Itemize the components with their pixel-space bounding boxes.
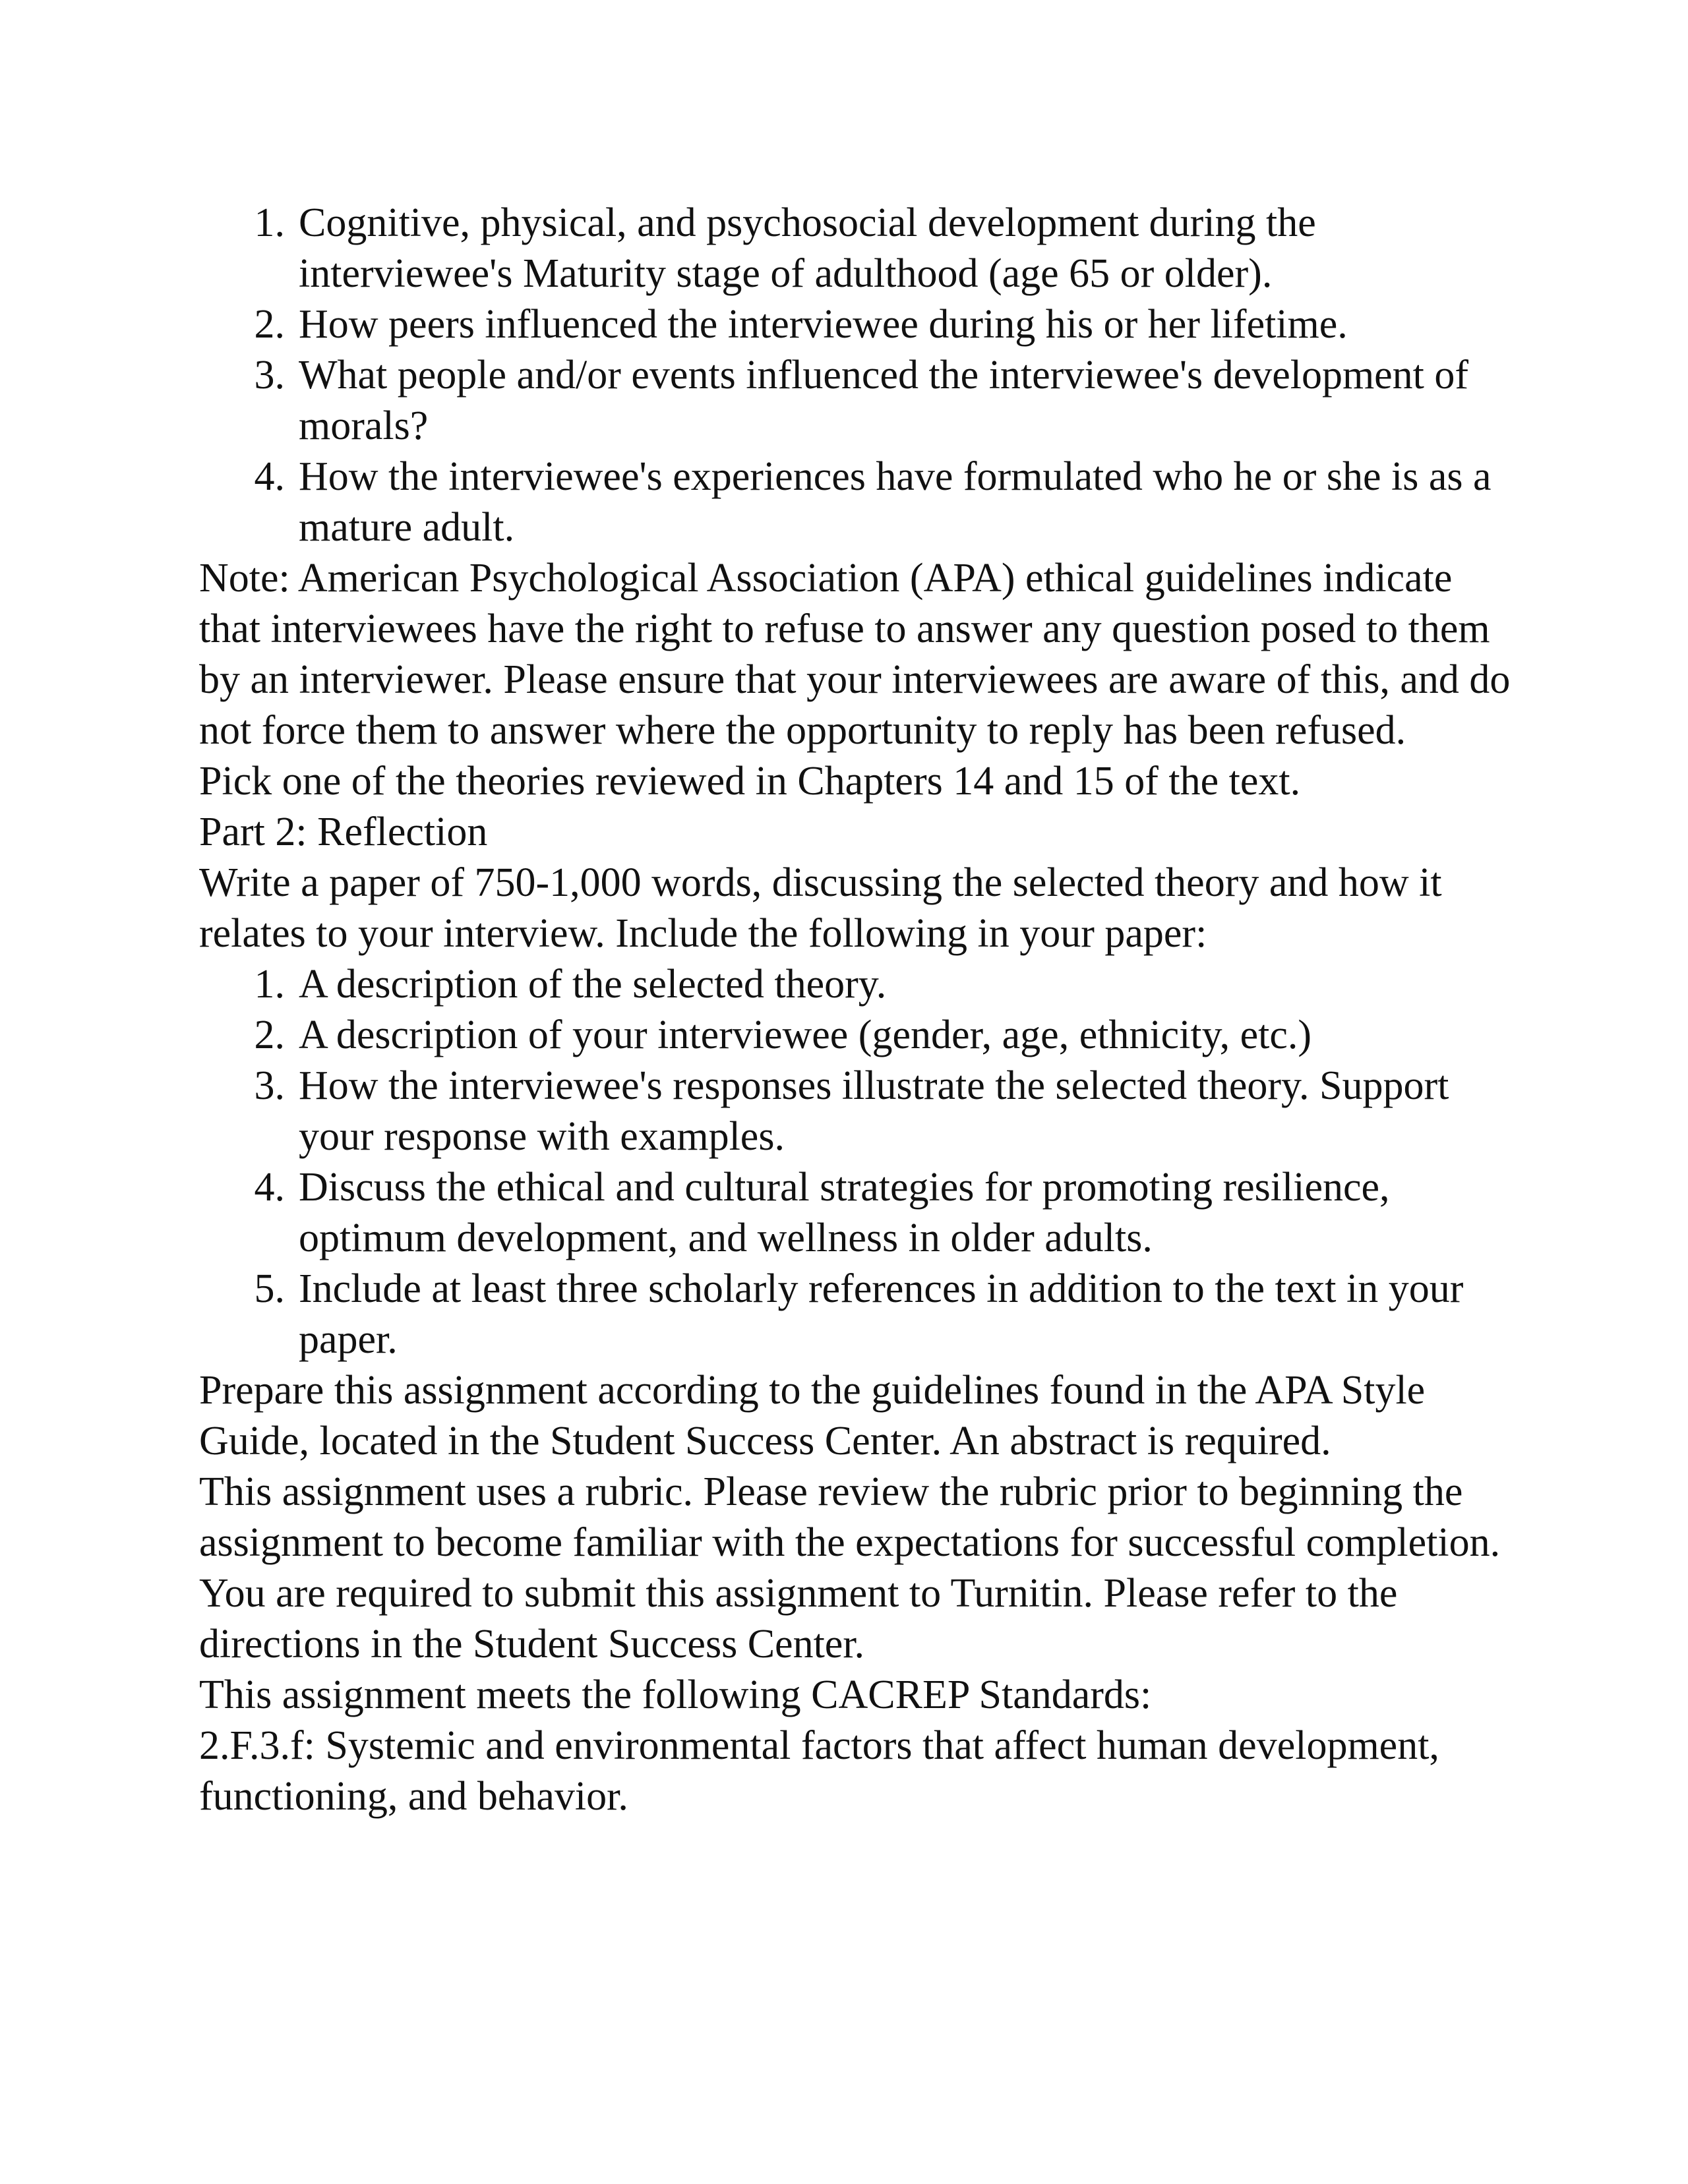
list-item-text: Include at least three scholarly references in addition to the text in your paper. xyxy=(299,1266,1464,1362)
pick-theory-instruction: Pick one of the theories reviewed in Chapters 14 and 15 of the text. xyxy=(199,759,1301,804)
document-page xyxy=(199,198,1518,1822)
list-number: 3. xyxy=(254,353,285,398)
list-item-text: Discuss the ethical and cultural strategies for promoting resilience, optimum development, and wellness in older adults. xyxy=(299,1165,1390,1260)
list-item xyxy=(199,1162,1518,1264)
paper-requirements-list xyxy=(199,959,1518,1365)
list-item-text: A description of your interviewee (gender, age, ethnicity, etc.) xyxy=(299,1013,1312,1057)
list-item xyxy=(199,1010,1518,1061)
cacrep-intro: This assignment meets the following CACREP Standards: xyxy=(199,1672,1152,1717)
list-item xyxy=(199,452,1518,553)
rubric-instruction: This assignment uses a rubric. Please review the rubric prior to beginning the assignment to become familiar with the expectations for successful completion. xyxy=(199,1469,1501,1565)
interview-topics-list xyxy=(199,198,1518,553)
list-item xyxy=(199,299,1518,350)
list-number: 2. xyxy=(254,302,285,347)
list-item xyxy=(199,198,1518,299)
list-number: 1. xyxy=(254,962,285,1007)
list-number: 1. xyxy=(254,200,285,245)
list-number: 5. xyxy=(254,1266,285,1311)
list-item-text: A description of the selected theory. xyxy=(299,962,887,1007)
list-item xyxy=(199,350,1518,452)
cacrep-standard: 2.F.3.f: Systemic and environmental factors that affect human development, functioning, and behavior. xyxy=(199,1723,1439,1819)
part2-intro: Write a paper of 750-1,000 words, discussing the selected theory and how it relates to your interview. Include the following in your paper: xyxy=(199,860,1442,956)
turnitin-instruction: You are required to submit this assignment to Turnitin. Please refer to the directions in the Student Success Center. xyxy=(199,1571,1398,1667)
list-item-text: How peers influenced the interviewee during his or her lifetime. xyxy=(299,302,1348,347)
list-item-text: Cognitive, physical, and psychosocial development during the interviewee's Maturity stage of adulthood (age 65 or older). xyxy=(299,200,1316,296)
list-number: 4. xyxy=(254,1165,285,1210)
list-item-text: How the interviewee's responses illustrate the selected theory. Support your response with examples. xyxy=(299,1063,1449,1159)
apa-ethics-note: Note: American Psychological Association (APA) ethical guidelines indicate that interviewees have the right to refuse to answer any question posed to them by an interviewer. Please ensure that your interviewees are aware of this, and do not force them to answer where the opportunity to reply has been refused. xyxy=(199,556,1511,753)
part2-heading: Part 2: Reflection xyxy=(199,810,488,854)
list-number: 3. xyxy=(254,1063,285,1108)
list-item xyxy=(199,959,1518,1010)
list-number: 2. xyxy=(254,1013,285,1057)
list-item xyxy=(199,1061,1518,1162)
list-item xyxy=(199,1264,1518,1365)
list-item-text: How the interviewee's experiences have formulated who he or she is as a mature adult. xyxy=(299,454,1492,550)
list-number: 4. xyxy=(254,454,285,499)
apa-style-instruction: Prepare this assignment according to the guidelines found in the APA Style Guide, located in the Student Success Center. An abstract is required. xyxy=(199,1368,1426,1463)
list-item-text: What people and/or events influenced the interviewee's development of morals? xyxy=(299,353,1469,448)
